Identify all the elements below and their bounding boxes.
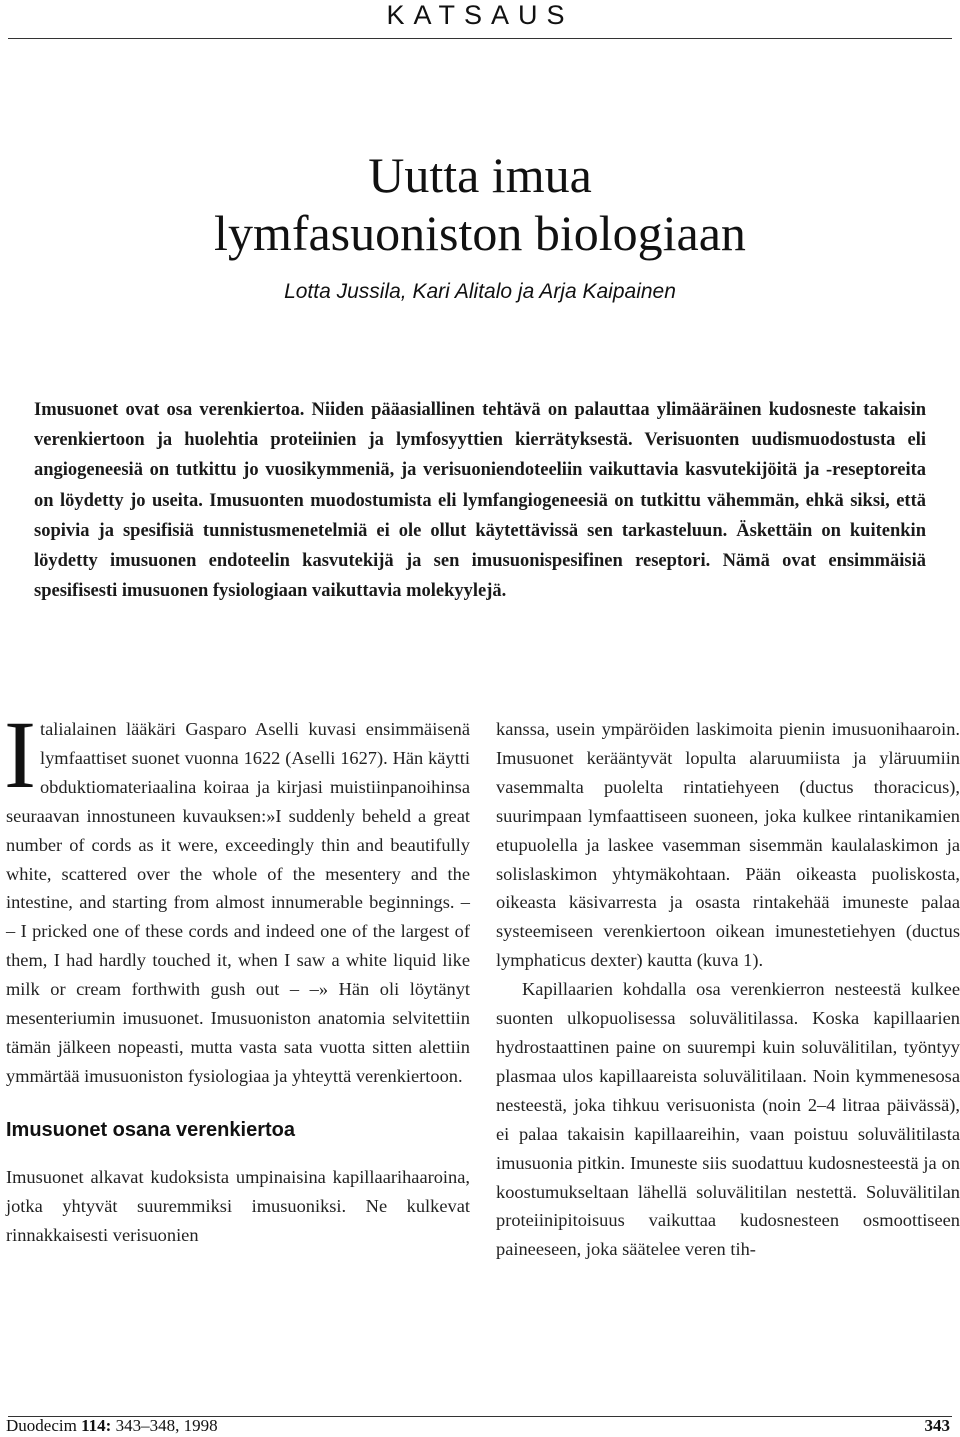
section-paragraph-2: kanssa, usein ympäröiden laskimoita pienin imusuonihaaroin. Imusuonet kerääntyvät lopulta alaruumiista ja yläruumiin vasemmalta puolelta rintatiehyeen (ductus thoracicus), suurimpaan lymfaattiseen suoneen, joka kulkee rintanikamien etupuolella ja laskee vasemman sisemmän kaulalaskimon ja solislaskimon yhtymäkohtaan. Pään oikeasta puoliskosta, oikeasta käsivarresta ja osasta rintakehää imuneste palaa systeemiseen verenkiertoon oikean imunestetiehyen (ductus lymphaticus dexter) kautta (kuva 1). — [496, 719, 960, 971]
page-number: 343 — [924, 1416, 950, 1435]
section-paragraph-1: Imusuonet alkavat kudoksista umpinaisina kapillaarihaaroina, jotka yhtyvät suuremmiksi imusuoniksi. Ne kulkevat rinnakkaisesti verisuonien — [6, 1166, 470, 1245]
section-label: KATSAUS — [386, 0, 574, 30]
body-column-left — [4, 701, 470, 1250]
section-paragraph-3: Kapillaarien kohdalla osa verenkierron nesteestä kulkee suonten ulkopuolisessa soluvälitilassa. Koska kapillaarien hydrostaattinen paine on suurempi kuin soluvälitilan, työntyy plasmaa ulos kapillaareista soluvälitilaan. Noin kymmenesosa nesteestä, joka tihkuu verisuonista (noin 2–4 litraa päivässä), ei palaa takaisin kapillaareihin, vaan poistuu soluvälitilasta imusuonia pitkin. Imuneste siis suodattuu kudosnesteestä ja on koostumukseltaan lähellä soluvälitilan nestettä. Soluvälitilan proteiinipitoisuus vaikuttaa kudosnesteen osmoottiseen paineeseen, joka säätelee veren tih- — [496, 979, 960, 1260]
section-heading: Imusuonet osana verenkiertoa — [6, 1118, 295, 1141]
footer-volume: 114: — [81, 1416, 112, 1435]
body-column-right — [496, 715, 960, 1264]
intro-paragraph-text: talialainen lääkäri Gasparo Aselli kuvasi ensimmäisenä lymfaattiset suonet vuonna 1622 (Aselli 1627). Hän käytti obduktiomateriaalina koiraa ja kirjasi muistiinpanoihinsa seuraavan innostuneen kuvauksen:»I suddenly beheld a great number of cords as it were, exceedingly thin and beautifully white, scattered over the whole of the mesentery and the intestine, and starting from almost innumerable beginnings. – – I pricked one of these cords and indeed one of the largest of them, I had hardly touched it, when I saw a white liquid like milk or cream forthwith gush out – –» Hän oli löytänyt mesenteriumin imusuonet. Imusuoniston anatomia selvitettiin tämän jälkeen nopeasti, mutta vasta sata vuotta sitten alettiin ymmärtää imusuoniston fysiologiaa ja yhteyttä verenkiertoon. — [6, 719, 470, 1086]
footer-citation — [6, 1415, 218, 1437]
drop-cap: I — [4, 701, 36, 808]
header-rule — [8, 38, 952, 39]
article-title — [0, 146, 960, 262]
title-line-1: Uutta imua — [368, 147, 592, 203]
footer-journal: Duodecim — [6, 1416, 77, 1435]
intro-paragraph — [4, 701, 470, 1091]
article-authors: Lotta Jussila, Kari Alitalo ja Arja Kaipainen — [284, 280, 676, 303]
footer-pages: 343–348, 1998 — [111, 1416, 218, 1435]
abstract: Imusuonet ovat osa verenkiertoa. Niiden pääasiallinen tehtävä on palauttaa ylimääräinen kudosneste takaisin verenkiertoon ja huolehtia proteiinien ja lymfosyyttien kierrätyksestä. Verisuonten uudismuodostusta eli angiogeneesiä on tutkittu jo vuosikymmeniä, ja verisuoniendoteeliin vaikuttavia kasvutekijöitä ja -reseptoreita on löydetty jo useita. Imusuonten muodostumista eli lymfangiogeneesiä on tutkittu vähemmän, ehkä siksi, että sopivia ja spesifisiä tunnistusmenetelmiä ei ole ollut käytettävissä sen tarkasteluun. Äskettäin on kuitenkin löydetty imusuonen endoteelin kasvutekijä ja sen imusuonispesifinen reseptori. Nämä ovat ensimmäisiä spesifisesti imusuonen fysiologiaan vaikuttavia molekyylejä. — [34, 400, 926, 602]
title-line-2: lymfasuoniston biologiaan — [214, 205, 746, 261]
